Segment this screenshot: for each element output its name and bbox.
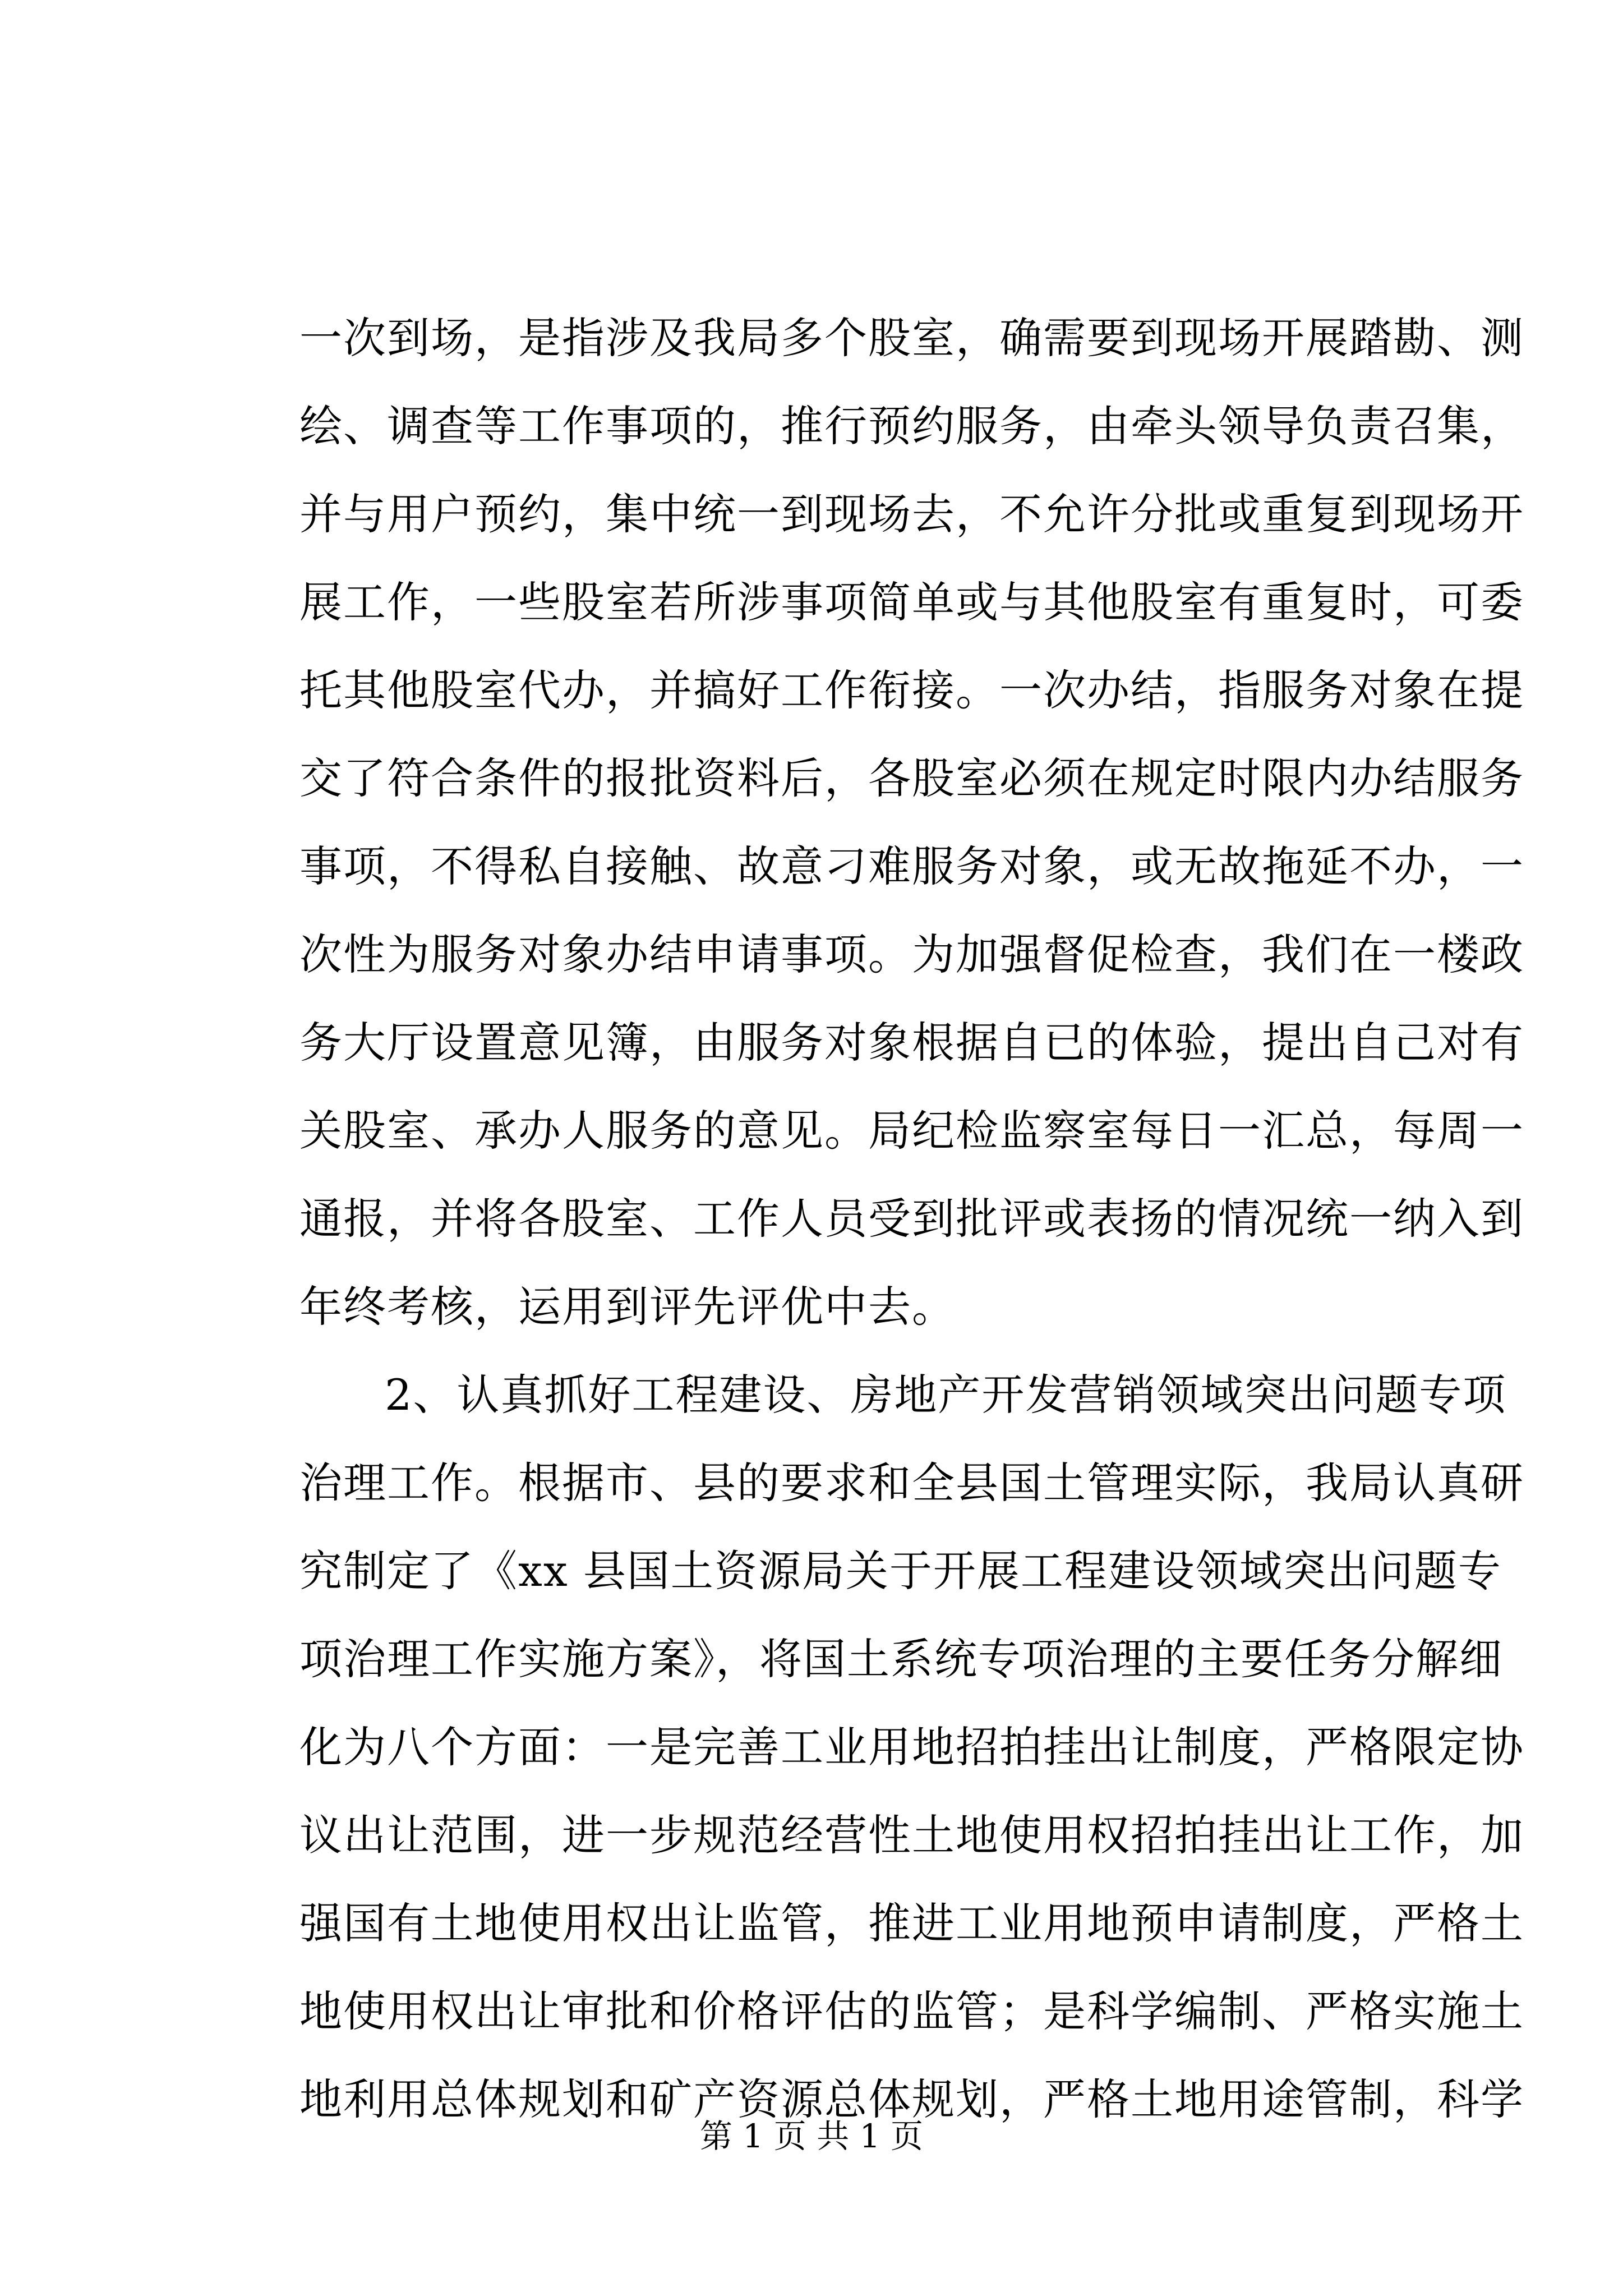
text-line-20: 地使用权出让审批和价格评估的监管；是科学编制、严格实施土 (299, 1986, 1524, 2036)
text-line-6: 交了符合条件的报批资料后，各股室必须在规定时限内办结服务 (299, 753, 1524, 803)
text-line-10: 关股室、承办人服务的意见。局纪检监察室每日一汇总，每周一 (299, 1106, 1524, 1156)
text-line-3: 并与用户预约，集中统一到现场去，不允许分批或重复到现场开 (299, 489, 1524, 539)
text-line-2: 绘、调查等工作事项的，推行预约服务，由牵头领导负责召集， (299, 401, 1524, 451)
text-line-15: 究制定了《xx 县国土资源局关于开展工程建设领域突出问题专 (299, 1546, 1502, 1596)
text-line-17: 化为八个方面：一是完善工业用地招拍挂出让制度，严格限定协 (299, 1722, 1524, 1772)
body-text (299, 294, 1524, 2143)
text-line-9: 务大厅设置意见簿，由服务对象根据自已的体验，提出自己对有 (299, 1018, 1524, 1068)
text-line-5: 托其他股室代办，并搞好工作衔接。一次办结，指服务对象在提 (299, 665, 1524, 715)
text-line-1: 一次到场，是指涉及我局多个股室，确需要到现场开展踏勘、测 (299, 313, 1524, 363)
text-line-8: 次性为服务对象办结申请事项。为加强督促检查，我们在一楼政 (299, 930, 1524, 979)
text-line-14: 治理工作。根据市、县的要求和全县国土管理实际，我局认真研 (299, 1458, 1524, 1508)
page-number-footer: 第 1 页 共 1 页 (700, 2117, 923, 2155)
text-line-12: 年终考核，运用到评先评优中去。 (299, 1282, 956, 1332)
text-line-16: 项治理工作实施方案》，将国土系统专项治理的主要任务分解细 (299, 1634, 1503, 1684)
text-line-7: 事项，不得私自接触、故意刁难服务对象，或无故拖延不办，一 (299, 841, 1524, 891)
text-line-19: 强国有土地使用权出让监管，推进工业用地预申请制度，严格土 (299, 1898, 1524, 1948)
text-line-13: 2、认真抓好工程建设、房地产开发营销领域突出问题专项 (385, 1370, 1507, 1420)
text-line-21: 地利用总体规划和矿产资源总体规划，严格土地用途管制，科学 (299, 2074, 1524, 2124)
text-line-18: 议出让范围，进一步规范经营性土地使用权招拍挂出让工作，加 (299, 1810, 1524, 1860)
text-line-11: 通报，并将各股室、工作人员受到批评或表扬的情况统一纳入到 (299, 1194, 1524, 1244)
text-line-4: 展工作，一些股室若所涉事项简单或与其他股室有重复时，可委 (299, 577, 1524, 627)
